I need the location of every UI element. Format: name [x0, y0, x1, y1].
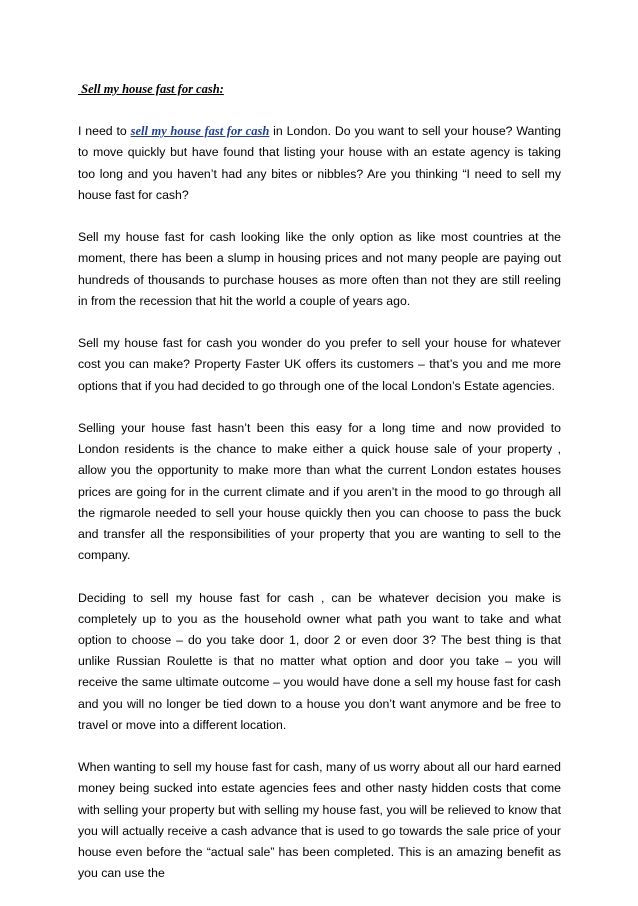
paragraph-4: Selling your house fast hasn’t been this easy for a long time and now provided to London residents is the chance to make either a quick house sale of your property , allow you the opportunity to make more than what the current London estates houses prices are going for in the current climate and if you aren’t in the mood to go through all the rigmarole needed to sell your house quickly then you can choose to pass the buck and transfer all the responsibilities of your property that you are wanting to sell to the company. [78, 421, 561, 563]
paragraph-3: Sell my house fast for cash you wonder do you prefer to sell your house for whatever cost you can make? Property Faster UK offers its customers – that’s you and me more options that if you had decided to go through one of the local London’s Estate agencies. [78, 336, 561, 393]
paragraph-1 [78, 121, 561, 206]
paragraph-2: Sell my house fast for cash looking like the only option as like most countries at the moment, there has been a slump in housing prices and not many people are paying out hundreds of thousands to purchase houses as more often than not they are still reeling in from the recession that hit the world a couple of years ago. [78, 230, 561, 308]
paragraph-1-text-before: I need to [78, 124, 131, 139]
sell-my-house-link[interactable]: sell my house fast for cash [130, 124, 270, 139]
paragraph-1-text-after: in London. Do you want to sell your house? Wanting to move quickly but have found that listing your house with an estate agency is taking too long and you haven’t had any bites or nibbles? Are you thinking “I need to sell my house fast for cash? [78, 124, 562, 202]
paragraph-6: When wanting to sell my house fast for cash, many of us worry about all our hard earned money being sucked into estate agencies fees and other nasty hidden costs that come with selling your property but with selling my house fast, you will be relieved to know that you will actually receive a cash advance that is used to go towards the sale price of your house even before the “actual sale” has been completed. This is an amazing benefit as you can use the [78, 760, 561, 881]
paragraph-5: Deciding to sell my house fast for cash , can be whatever decision you make is completely up to you as the household owner what path you want to take and what option to choose – do you take door 1, door 2 or even door 3? The best thing is that unlike Russian Roulette is that no matter what option and door you take – you will receive the same ultimate outcome – you would have done a sell my house fast for cash and you will no longer be tied down to a house you don’t want anymore and be free to travel or move into a different location. [78, 590, 561, 732]
document-title: Sell my house fast for cash: [78, 82, 224, 96]
document-page [78, 79, 561, 906]
